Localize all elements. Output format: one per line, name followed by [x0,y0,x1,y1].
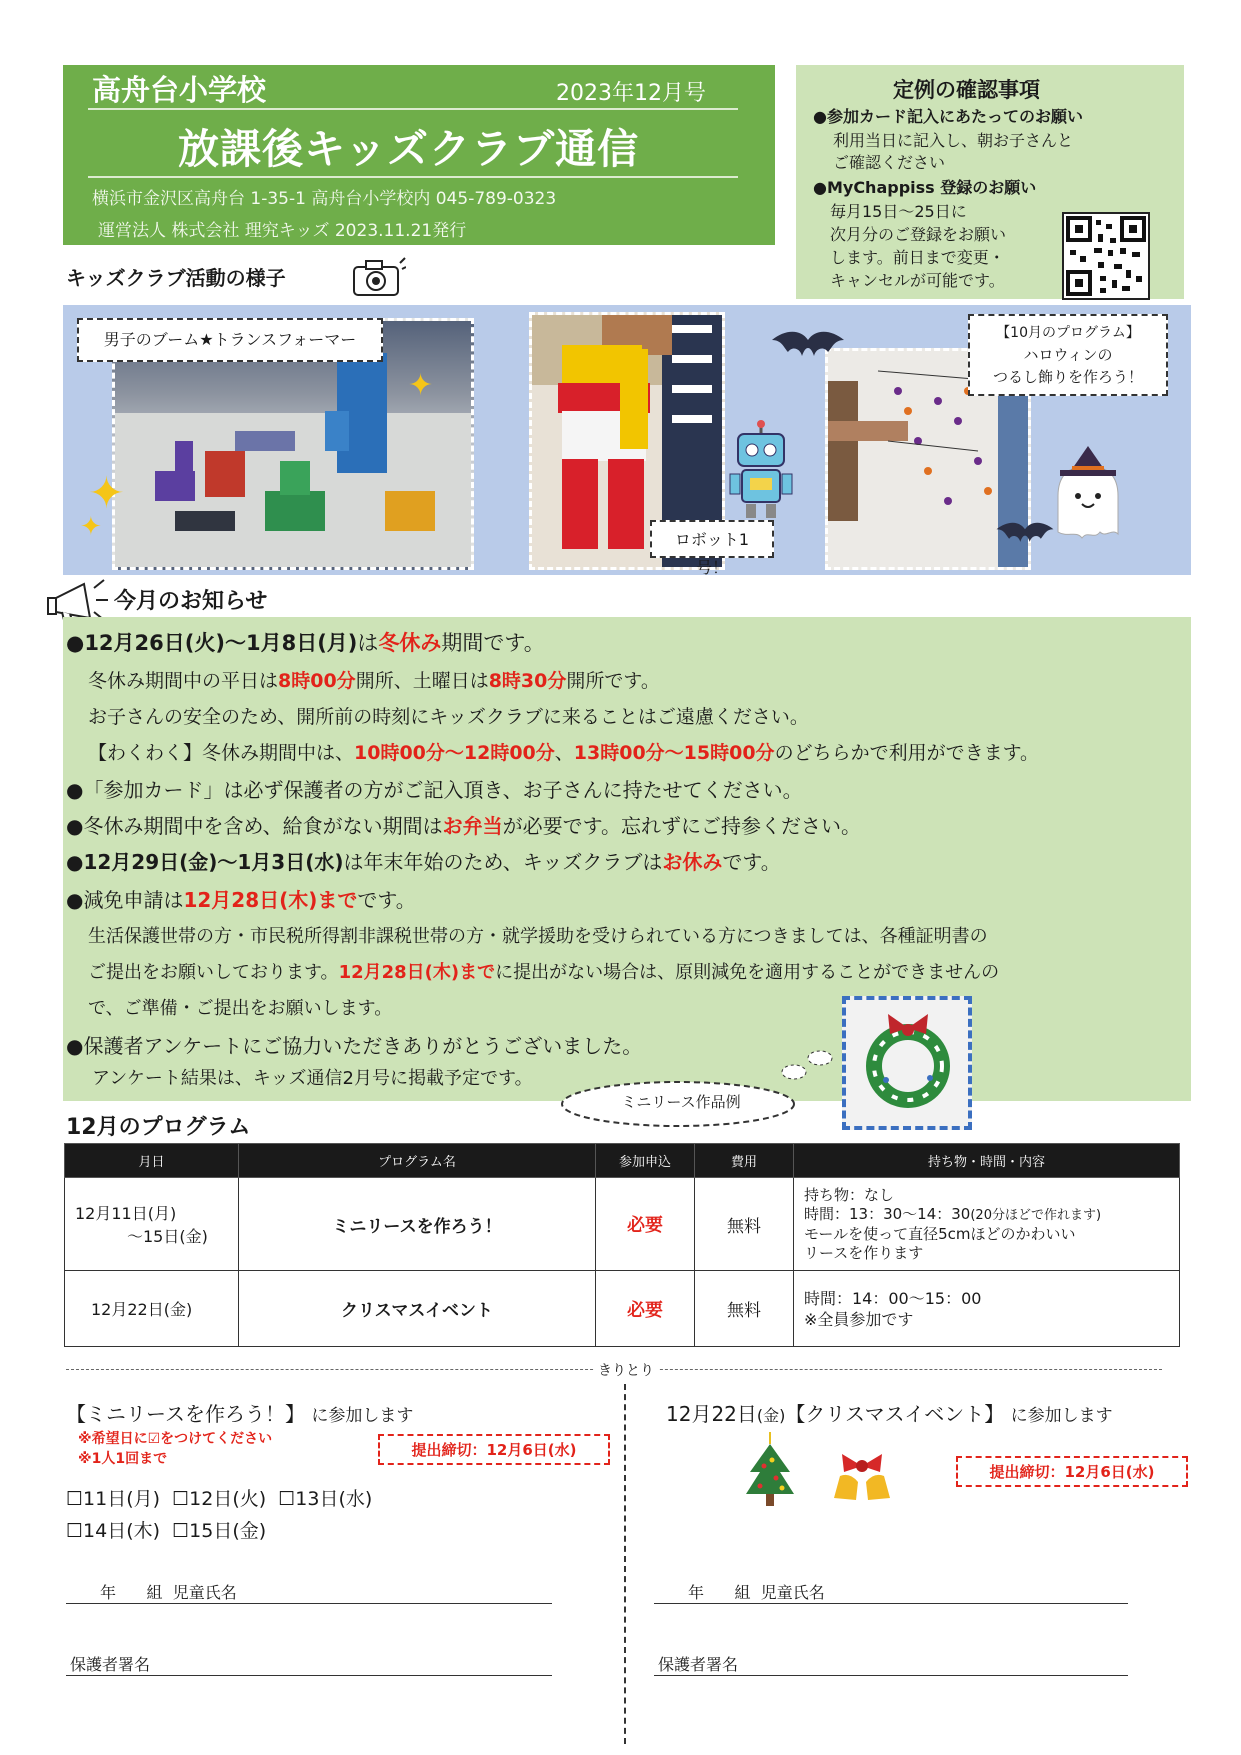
info-text: します。前日まで変更・ [830,248,1005,267]
bat-icon [995,518,1055,554]
info-card-heading: ●参加カード記入にあたってのお願い [813,107,1083,126]
header-divider [88,108,738,110]
highlight: 13時00分～15時00分 [573,742,775,764]
col-date: 月日 [65,1144,239,1178]
text: 冬休み期間中の平日は [88,670,279,692]
info-text: キャンセルが可能です。 [830,271,1005,290]
student-name-field[interactable]: 年 組 児童氏名 [66,1580,552,1604]
form-dow: (金) [756,1406,786,1425]
caption-line: ハロウィンの [1023,346,1113,364]
thought-bubble-tail [780,1042,840,1086]
header-divider [88,176,738,178]
form-date: 12月22日 [666,1402,757,1426]
highlight: 冬休み [378,631,442,655]
col-program: プログラム名 [239,1144,596,1178]
right-form-title [666,1398,1113,1427]
sparkle-icon: ✦ [80,512,102,542]
photo-caption [968,314,1168,396]
text: 期間です。 [441,631,545,655]
table-row [65,1178,1180,1271]
info-text: 毎月15日～25日に [830,202,967,221]
cell-program: ミニリースを作ろう！ [239,1178,596,1271]
highlight: 12月28日(木)まで [183,888,358,912]
text: ご提出をお願いしております。 [88,962,339,983]
text: ●冬休み期間中を含め、給食がない期間は [66,814,443,838]
qr-code[interactable] [1062,212,1150,300]
cell-details [794,1271,1180,1347]
highlight: 8時30分 [488,670,567,692]
table-header-row [65,1144,1180,1178]
date-range: ●12月26日(火)～1月8日(月) [66,631,358,655]
info-title: 定例の確認事項 [893,78,1040,102]
highlight: お休み [662,850,723,874]
detail-text: 時間：13：30～14：30 [804,1204,971,1223]
form-suffix: に参加します [311,1406,414,1426]
deadline-badge: 提出締切：12月6日(水) [956,1456,1188,1487]
cell-date: 12月22日(金) [65,1271,239,1347]
cell-details [794,1178,1180,1271]
highlight: 12月28日(木)まで [338,962,496,983]
sparkle-icon: ✦ [88,468,125,519]
cell-program: クリスマスイベント [239,1271,596,1347]
text: は年末年始のため、キッズクラブは [343,850,663,874]
activities-title: キッズクラブ活動の様子 [66,266,286,290]
cell-apply: 必要 [596,1178,695,1271]
date-range: ●12月29日(金)～1月3日(水) [66,850,344,874]
date-checkboxes[interactable]: ☐11日(月) ☐12日(火) ☐13日(水) [66,1488,373,1510]
text: が必要です。忘れずにご持参ください。 [502,814,862,838]
operator-info: 運営法人 株式会社 理究キッズ 2023.11.21発行 [98,221,467,241]
detail-line: ※全員参加です [804,1309,914,1329]
address: 横浜市金沢区高舟台 1-35-1 高舟台小学校内 045-789-0323 [92,189,557,209]
news-title: 今月のお知らせ [114,589,268,614]
detail-line: 時間：14：00～15：00 [804,1288,982,1308]
bat-icon [770,326,846,370]
wreath-photo [842,996,972,1130]
bells-icon [826,1452,898,1514]
vertical-cut-line [624,1384,626,1744]
news-line: で、ご準備・ご提出をお願いします。 [88,998,393,1019]
text: 開所、土曜日は [355,670,489,692]
text: に提出がない場合は、原則減免を適用することができませんの [495,962,1000,983]
thought-bubble [556,1076,806,1128]
text: 【わくわく】冬休み期間中は、 [88,742,355,764]
detail-note: (20分ほどで作れます) [970,1207,1102,1223]
news-line [66,846,781,875]
info-text: 次月分のご登録をお願い [830,225,1007,244]
cell-apply: 必要 [596,1271,695,1347]
col-cost: 費用 [695,1144,794,1178]
date-line: ～15日(金) [127,1227,208,1246]
guardian-signature-field[interactable]: 保護者署名 [654,1652,1128,1676]
form-title: 【クリスマスイベント】 [785,1402,1005,1426]
caption-line: つるし飾りを作ろう！ [992,368,1143,386]
news-line [66,627,545,657]
text: ●減免申請は [66,888,184,912]
highlight: 10時00分～12時00分 [354,742,555,764]
news-line: 生活保護世帯の方・市民税所得割非課税世帯の方・就学援助を受けられている方につきましては、各種証明書の [88,926,988,947]
date-line: 12月11日(月) [75,1204,177,1223]
info-text: 利用当日に記入し、朝お子さんと [833,131,1074,150]
col-apply: 参加申込 [596,1144,695,1178]
text: です。 [722,850,781,874]
text: です。 [357,888,416,912]
robot-illustration [726,420,796,524]
photo-caption: 男子のブーム★トランスフォーマー [77,318,383,362]
news-line: お子さんの安全のため、開所前の時刻にキッズクラブに来ることはご遠慮ください。 [88,706,809,728]
detail-line [804,1205,1178,1225]
info-text: ご確認ください [833,153,946,172]
caption-line: 【10月のプログラム】 [996,325,1140,341]
highlight: 8時00分 [278,670,356,692]
news-line [88,666,660,693]
cell-cost: 無料 [695,1178,794,1271]
form-suffix: に参加します [1010,1406,1113,1426]
issue-label: 2023年12月号 [556,81,706,106]
cell-date [65,1178,239,1271]
news-line: ●「参加カード」は必ず保護者の方がご記入頂き、お子さんに持たせてください。 [66,778,803,802]
camera-icon [350,255,406,303]
date-checkboxes[interactable]: ☐14日(木) ☐15日(金) [66,1520,267,1542]
guardian-signature-field[interactable]: 保護者署名 [66,1652,552,1676]
christmas-tree-icon [742,1432,798,1516]
highlight: お弁当 [442,814,503,838]
program-title: 12月のプログラム [66,1115,251,1140]
table-row [65,1271,1180,1347]
news-line [88,738,1039,765]
detail-line: 持ち物：なし [804,1185,895,1204]
news-line: アンケート結果は、キッズ通信2月号に掲載予定です。 [92,1068,533,1089]
deadline-badge: 提出締切：12月6日(水) [378,1434,610,1465]
news-line: ●保護者アンケートにご協力いただきありがとうございました。 [66,1034,643,1058]
news-line [66,810,861,839]
text: 、 [554,742,574,764]
detail-line: モールを使って直径5cmほどのかわいい [804,1224,1076,1243]
sparkle-icon: ✦ [408,368,434,403]
school-name: 高舟台小学校 [92,73,267,107]
bubble-text: ミニリース作品例 [621,1093,741,1111]
detail-line: リースを作ります [804,1243,924,1262]
info-app-heading: ●MyChappiss 登録のお願い [813,178,1037,197]
photo-caption: ロボット1号！ [650,520,774,558]
form-note: ※希望日に☑をつけてください [78,1431,273,1447]
news-line [88,958,999,984]
cut-label: きりとり [594,1360,658,1380]
cell-cost: 無料 [695,1271,794,1347]
ghost-witch-icon [1048,446,1128,550]
text: 開所です。 [566,670,660,692]
text: のどちらかで利用ができます。 [774,742,1040,764]
newsletter-title: 放課後キッズクラブ通信 [178,125,640,173]
text: は [357,631,379,655]
left-form-title [66,1398,413,1427]
form-note: ※1人1回まで [78,1451,168,1467]
news-line [66,884,416,913]
form-title: 【ミニリースを作ろう！】 [66,1402,305,1426]
col-details: 持ち物・時間・内容 [794,1144,1180,1178]
program-table [64,1143,1180,1347]
student-name-field[interactable]: 年 組 児童氏名 [654,1580,1128,1604]
